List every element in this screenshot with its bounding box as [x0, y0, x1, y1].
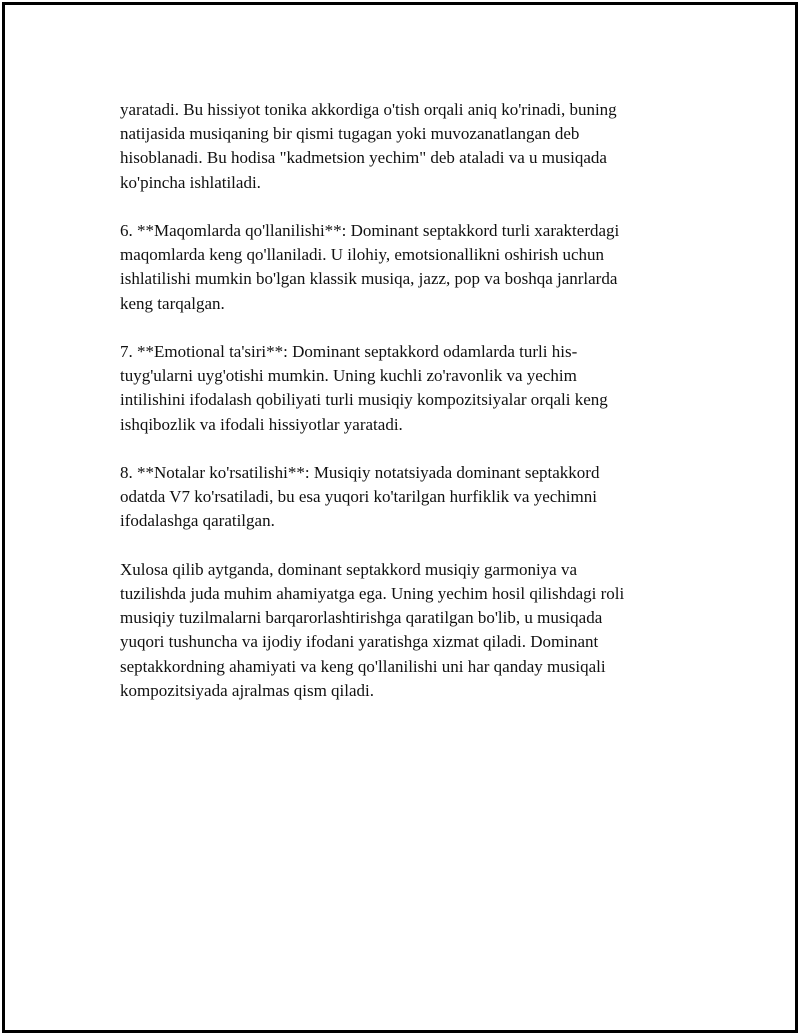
paragraph-item-6: [120, 219, 680, 316]
text-line: yuqori tushuncha va ijodiy ifodani yaratishga xizmat qiladi. Dominant: [120, 632, 599, 652]
text-line: yaratadi. Bu hissiyot tonika akkordiga o'tish orqali aniq ko'rinadi, buning: [120, 100, 617, 119]
text-line: 8. **Notalar ko'rsatilishi**: Musiqiy notatsiyada dominant septakkord: [120, 463, 600, 482]
text-line: ishqibozlik va ifodali hissiyotlar yaratadi.: [120, 414, 403, 434]
text-line: natijasida musiqaning bir qismi tugagan yoki muvozanatlangan deb: [120, 124, 580, 144]
paragraph-continuation: [120, 98, 680, 195]
text-line: tuzilishda juda muhim ahamiyatga ega. Uning yechim hosil qilishdagi roli: [120, 584, 625, 603]
text-line: septakkordning ahamiyati va keng qo'llanilishi uni har qanday musiqali: [120, 656, 606, 676]
page-frame: [2, 2, 798, 1033]
text-line: kompozitsiyada ajralmas qism qiladi.: [120, 680, 375, 700]
text-line: musiqiy tuzilmalarni barqarorlashtirishga qaratilgan bo'lib, u musiqada: [120, 608, 603, 628]
text-line: tuyg'ularni uyg'otishi mumkin. Uning kuchli zo'ravonlik va yechim: [120, 366, 577, 386]
text-line: odatda V7 ko'rsatiladi, bu esa yuqori ko'tarilgan hurfiklik va yechimni: [120, 487, 597, 507]
text-line: intilishini ifodalash qobiliyati turli musiqiy kompozitsiyalar orqali keng: [120, 390, 608, 410]
text-line: hisoblanadi. Bu hodisa "kadmetsion yechim" deb ataladi va u musiqada: [120, 148, 607, 168]
text-line: ishlatilishi mumkin bo'lgan klassik musiqa, jazz, pop va boshqa janrlarda: [120, 269, 618, 289]
text-line: 6. **Maqomlarda qo'llanilishi**: Dominant septakkord turli xarakterdagi: [120, 221, 620, 240]
text-line: keng tarqalgan.: [120, 293, 225, 313]
paragraph-item-7: [120, 340, 680, 437]
text-line: Xulosa qilib aytganda, dominant septakkord musiqiy garmoniya va: [120, 559, 578, 579]
paragraph-conclusion: [120, 558, 680, 703]
text-line: ifodalashga qaratilgan.: [120, 511, 275, 531]
document-body: [120, 98, 680, 727]
text-line: maqomlarda keng qo'llaniladi. U ilohiy, emotsionallikni oshirish uchun: [120, 245, 605, 265]
text-line: ko'pincha ishlatiladi.: [120, 172, 261, 192]
text-line: 7. **Emotional ta'siri**: Dominant septakkord odamlarda turli his-: [120, 342, 578, 361]
paragraph-item-8: [120, 461, 680, 534]
